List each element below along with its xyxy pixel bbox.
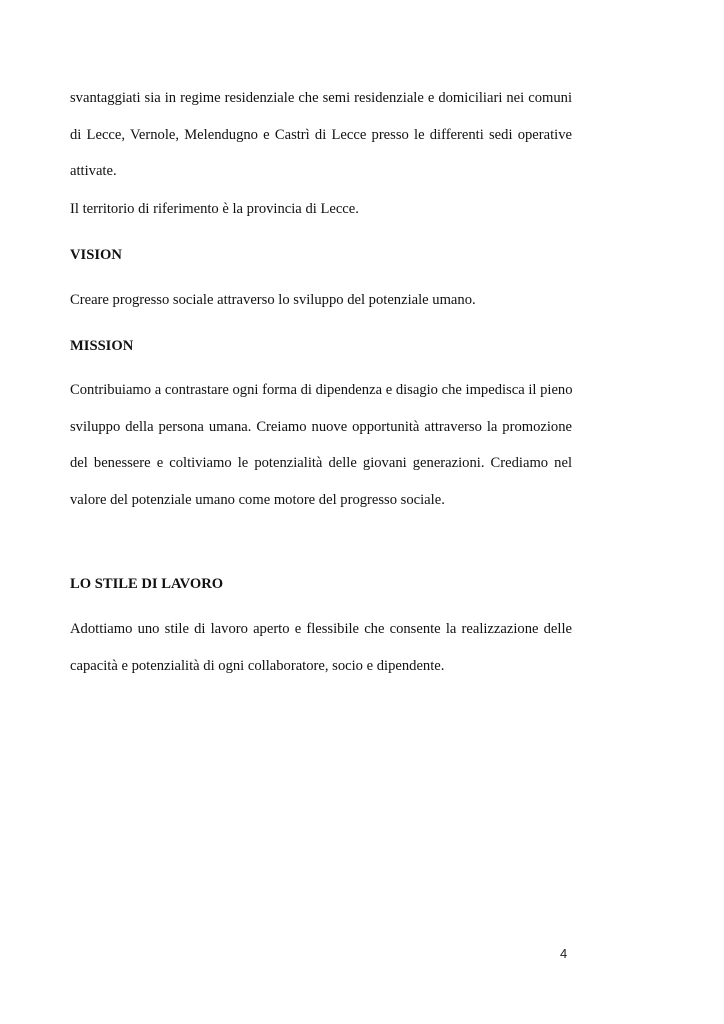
paragraph-line: Il territorio di riferimento è la provincia di Lecce. [70, 201, 359, 217]
vision-section [70, 245, 572, 265]
work-style-paragraph [70, 611, 572, 684]
paragraph-line: sviluppo della persona umana. Creiamo nuove opportunità attraverso la promozione [70, 418, 572, 435]
mission-paragraph [70, 372, 572, 518]
paragraph-line: attivate. [70, 163, 117, 179]
intro-paragraph [70, 80, 572, 190]
paragraph-line: capacità e potenzialità di ogni collaboratore, socio e dipendente. [70, 657, 445, 674]
paragraph-line: Adottiamo uno stile di lavoro aperto e flessibile che consente la realizzazione delle [70, 621, 572, 637]
mission-section [70, 336, 572, 356]
work-style-heading: LO STILE DI LAVORO [70, 576, 224, 592]
paragraph-line: svantaggiati sia in regime residenziale che semi residenziale e domiciliari nei comuni [70, 90, 572, 106]
paragraph-line: Contribuiamo a contrastare ogni forma di dipendenza e disagio che impedisca il pieno [70, 382, 573, 398]
paragraph-line: Creare progresso sociale attraverso lo sviluppo del potenziale umano. [70, 292, 476, 308]
page-number: 4 [560, 946, 568, 961]
mission-heading: MISSION [70, 338, 134, 354]
paragraph-line: del benessere e coltiviamo le potenzialità delle giovani generazioni. Crediamo nel [70, 455, 572, 471]
vision-heading: VISION [70, 247, 122, 263]
work-style-section [70, 574, 572, 594]
paragraph-line: di Lecce, Vernole, Melendugno e Castrì di Lecce presso le differenti sedi operative [70, 126, 572, 143]
territory-paragraph [70, 191, 572, 228]
vision-text [70, 282, 572, 319]
paragraph-line: valore del potenziale umano come motore del progresso sociale. [70, 491, 445, 508]
